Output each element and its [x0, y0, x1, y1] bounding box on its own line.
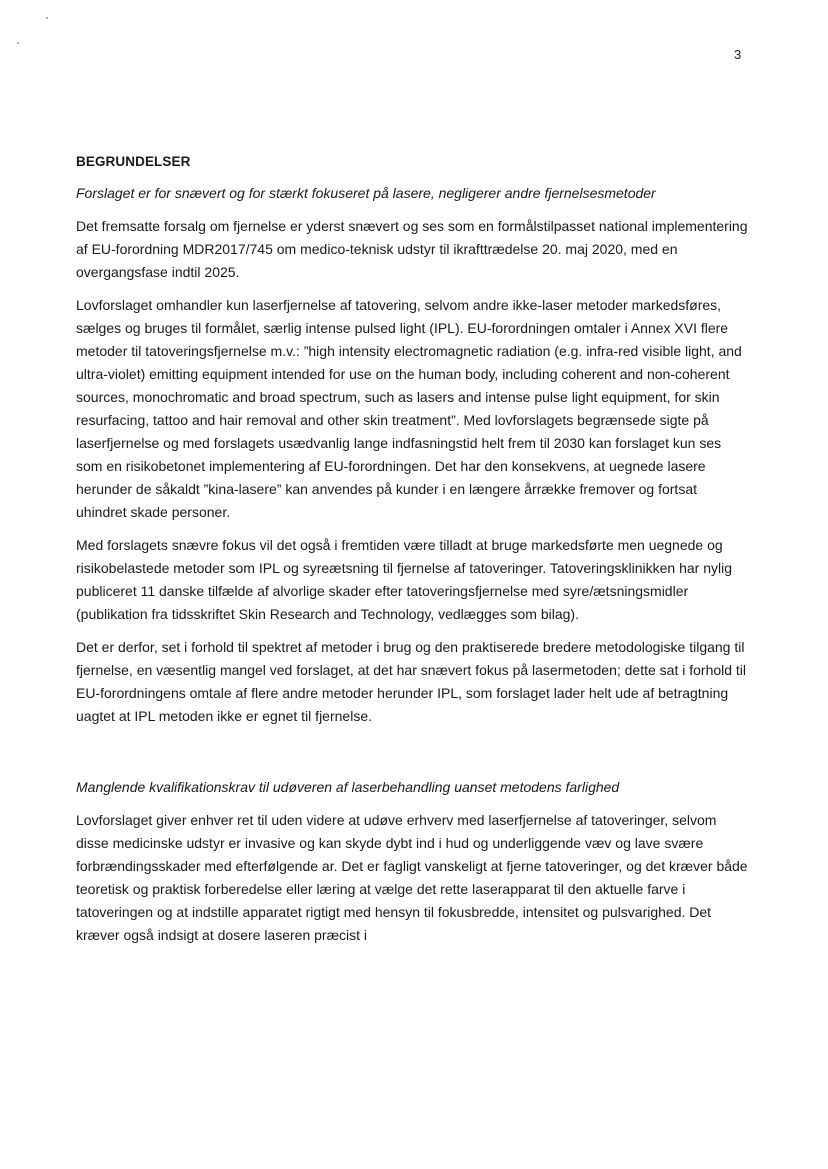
document-body: [76, 150, 748, 957]
paragraph: Lovforslaget omhandler kun laserfjernelse af tatovering, selvom andre ikke-laser metoder markedsføres, sælges og bruges til formålet, særlig intense pulsed light (IPL). EU-forordningen omtaler i Annex XVI flere metoder til tatoveringsfjernelse m.v.: ”high intensity electromagnetic radiation (e.g. infra-red visible light, and ultra-violet) emitting equipment intended for use on the human body, including coherent and non-coherent sources, monochromatic and broad spectrum, such as lasers and intense pulse light equipment, for skin resurfacing, tattoo and hair removal and other skin treatment”. Med lovforslagets begrænsede sigte på laserfjernelse og med forslagets usædvanlig lange indfasningstid helt frem til 2030 kan forslaget kun ses som en risikobetonet implementering af EU-forordningen. Det har den konsekvens, at uegnede lasere herunder de såkaldt ”kina-lasere” kan anvendes på kunder i en længere årrække fremover og fortsat uhindret skade personer.: [76, 297, 742, 520]
paragraph: Lovforslaget giver enhver ret til uden videre at udøve erhverv med laserfjernelse af tatoveringer, selvom disse medicinske udstyr er invasive og kan skyde dybt ind i hud og underliggende væv og lave svære forbrændingsskader med efterfølgende ar. Det er fagligt vanskeligt at fjerne tatoveringer, og det kræver både teoretisk og praktisk forberedelse eller læring at vælge det rette laserapparat til den aktuelle farve i tatoveringen og at indstille apparatet rigtigt med hensyn til fokusbredde, intensitet og pulsvarighed. Det kræver også indsigt at dosere laseren præcist i: [76, 812, 748, 943]
paragraph: Med forslagets snævre fokus vil det også i fremtiden være tilladt at bruge markedsførte men uegnede og risikobelastede metoder som IPL og syreætsning til fjernelse af tatoveringer. Tatoveringsklinikken har nylig publiceret 11 danske tilfælde af alvorlige skader efter tatoveringsfjernelse med syre/ætsningsmidler (publikation fra tidsskriftet Skin Research and Technology, vedlægges som bilag).: [76, 537, 732, 622]
section-subheading: Manglende kvalifikationskrav til udøveren af laserbehandling uanset metodens farlighed: [76, 779, 620, 795]
scan-speck: [46, 17, 48, 19]
paragraph: Det er derfor, set i forhold til spektret af metoder i brug og den praktiserede bredere metodologiske tilgang til fjernelse, en væsentlig mangel ved forslaget, at det har snævert fokus på lasermetoden; dette sat i forhold til EU-forordningens omtale af flere andre metoder herunder IPL, som forslaget lader helt ude af betragtning uagtet at IPL metoden ikke er egnet til fjernelse.: [76, 639, 747, 724]
section-subheading: Forslaget er for snævert og for stærkt fokuseret på lasere, negligerer andre fjernelsesmetoder: [76, 185, 656, 201]
paragraph: Det fremsatte forsalg om fjernelse er yderst snævert og ses som en formålstilpasset national implementering af EU-forordning MDR2017/745 om medico-teknisk udstyr til ikrafttrædelse 20. maj 2020, med en overgangsfase indtil 2025.: [76, 218, 748, 280]
scan-speck: [17, 42, 19, 44]
page-number: 3: [734, 47, 742, 62]
section-heading: BEGRUNDELSER: [76, 154, 191, 169]
section-spacer: [76, 738, 748, 776]
